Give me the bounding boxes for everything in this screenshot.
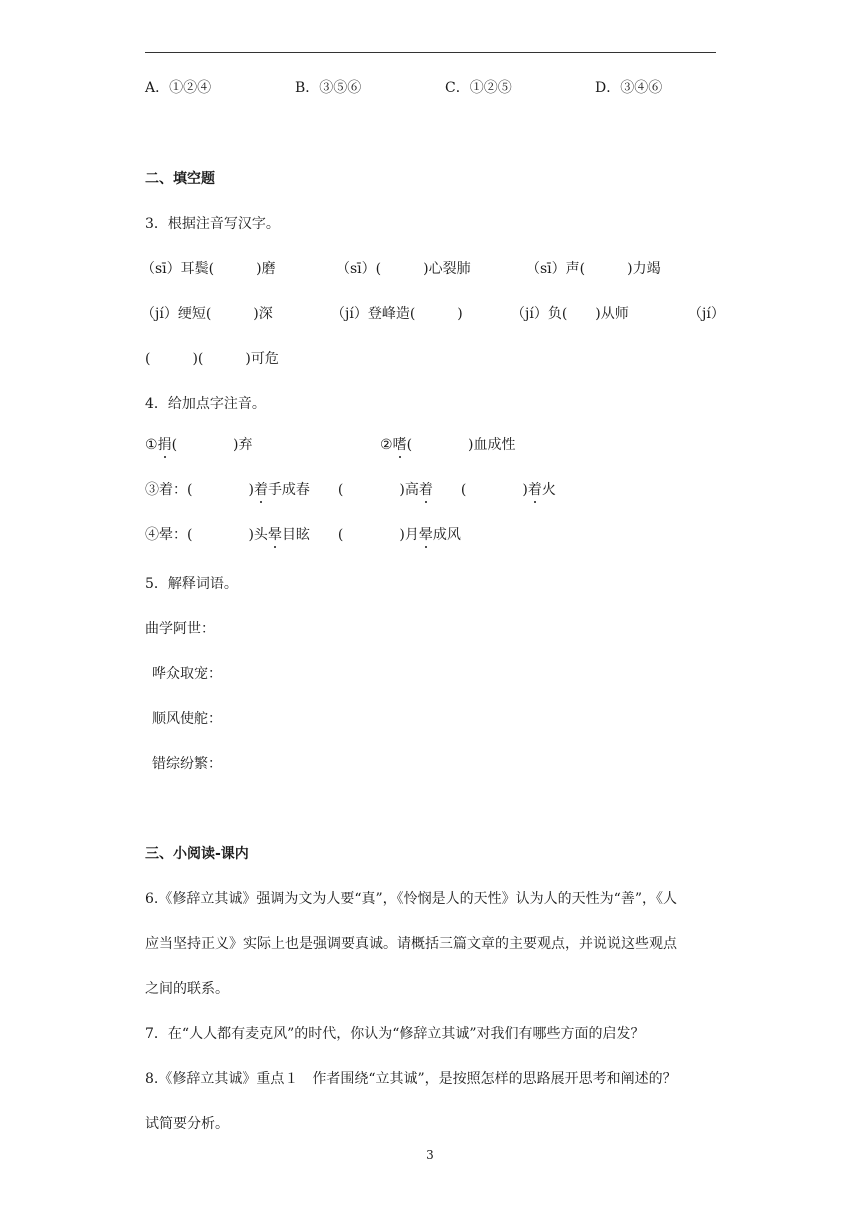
dotted-char: 晕 xyxy=(267,527,282,543)
q3-item: （jí）登峰造( ) xyxy=(331,306,463,322)
item-text: ④晕：( )头 xyxy=(145,527,268,543)
dotted-char: 晕 xyxy=(418,527,433,543)
dotted-char: 嗜 xyxy=(392,437,407,453)
section-heading-fill-blank: 二、填空题 xyxy=(145,171,215,187)
q5-term: 顺风使舵： xyxy=(152,711,222,727)
dotted-char: 着 xyxy=(418,482,433,498)
question-7: 7．在“人人都有麦克风”的时代，你认为“修辞立其诚”对我们有哪些方面的启发？ xyxy=(145,1026,645,1042)
question-6-line: 6.《修辞立其诚》强调为文为人要“真”，《怜悯是人的天性》认为人的天性为“善”，《人 xyxy=(145,891,677,907)
item-text: ( )血成性 xyxy=(406,437,516,453)
option-c: C．①②⑤ xyxy=(445,80,512,96)
q3-item: （sī）( )心裂肺 xyxy=(336,261,471,277)
option-a: A．①②④ xyxy=(145,80,212,96)
q5-term: 曲学阿世： xyxy=(145,621,215,637)
page-number: 3 xyxy=(426,1148,434,1162)
item-text: 成风 xyxy=(432,527,461,543)
q4-item-2 xyxy=(380,435,516,455)
dotted-char: 着 xyxy=(527,482,542,498)
q3-item: ( )( )可危 xyxy=(145,351,279,367)
item-text: 手成春 ( )高 xyxy=(267,482,419,498)
q3-item: （jí）负( )从师 xyxy=(511,306,629,322)
header-rule xyxy=(145,52,716,53)
item-text: ( )弃 xyxy=(171,437,253,453)
dotted-char: 捐 xyxy=(157,437,172,453)
q4-item-4 xyxy=(145,525,461,545)
question-5-stem: 5．解释词语。 xyxy=(145,576,238,592)
question-8-line: 试简要分析。 xyxy=(145,1116,229,1132)
question-6-line: 之间的联系。 xyxy=(145,981,229,997)
item-text: 目眩 ( )月 xyxy=(281,527,419,543)
item-number: ① xyxy=(145,437,158,453)
item-number: ② xyxy=(380,437,393,453)
option-b: B．③⑤⑥ xyxy=(295,80,362,96)
question-8-line: 8.《修辞立其诚》重点１ 作者围绕“立其诚”，是按照怎样的思路展开思考和阐述的？ xyxy=(145,1071,677,1087)
question-4-stem: 4．给加点字注音。 xyxy=(145,396,266,412)
q5-term: 错综纷繁： xyxy=(152,756,222,772)
option-d: D．③④⑥ xyxy=(595,80,663,96)
item-text: ( ) xyxy=(432,482,528,498)
item-text: 火 xyxy=(541,482,556,498)
section-heading-reading: 三、小阅读-课内 xyxy=(145,846,249,862)
q4-item-3 xyxy=(145,480,556,500)
question-6-line: 应当坚持正义》实际上也是强调要真诚。请概括三篇文章的主要观点，并说说这些观点 xyxy=(145,936,677,952)
q3-item: （sī）耳鬓( )磨 xyxy=(141,261,276,277)
q3-item: （jí） xyxy=(688,306,725,322)
question-3-stem: 3．根据注音写汉字。 xyxy=(145,216,280,232)
q4-item-1 xyxy=(145,435,253,455)
q3-item: （sī）声( )力竭 xyxy=(526,261,661,277)
q5-term: 哗众取宠： xyxy=(152,666,222,682)
dotted-char: 着 xyxy=(253,482,268,498)
q3-item: （jí）绠短( )深 xyxy=(141,306,273,322)
item-text: ③着：( ) xyxy=(145,482,254,498)
